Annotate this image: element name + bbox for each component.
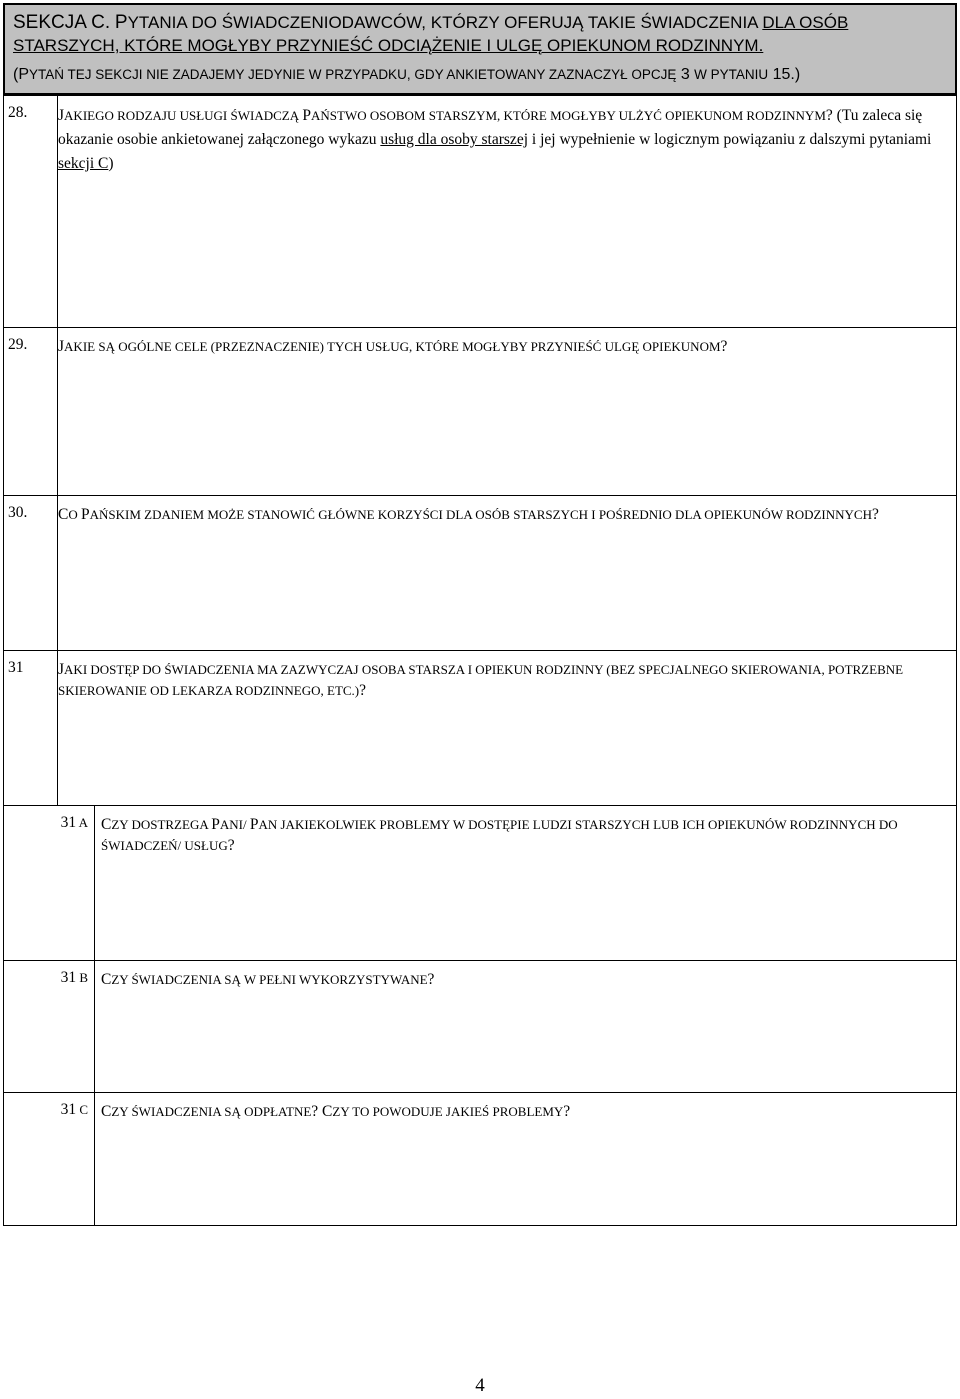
question-text: CZY ŚWIADCZENIA SĄ ODPŁATNE? CZY TO POWODUJE JAKIEŚ PROBLEMY? [101,1103,571,1120]
section-header [3,3,957,95]
subquestion-number: 31 A [4,806,95,961]
subquestion-row [4,961,957,1093]
page-number: 4 [475,1375,485,1396]
question-30-answer-area[interactable] [58,496,957,651]
question-28-answer-area[interactable] [58,96,957,328]
subquestion-number: 31 B [4,961,95,1093]
question-31a-answer-area[interactable] [95,806,957,961]
question-number: 31 [4,651,58,806]
subquestion-row [4,806,957,961]
question-row [4,328,957,496]
question-text: JAKIE SĄ OGÓLNE CELE (PRZEZNACZENIE) TYCH USŁUG, KTÓRE MOGŁYBY PRZYNIEŚĆ ULGĘ OPIEKUNOM? [58,338,728,355]
question-instruction: (Tu zaleca się okazanie osobie ankietowanej załączonego wykazu usług dla osoby starszej i jej wypełnienie w logicznym powiązaniu z dalszymi pytaniami sekcji C) [58,107,932,172]
question-text: JAKI DOSTĘP DO ŚWIADCZENIA MA ZAZWYCZAJ OSOBA STARSZA I OPIEKUN RODZINNY (BEZ SPECJALNEGO SKIEROWANIA, POTRZEBNE SKIEROWANIE OD LEKARZA RODZINNEGO, ETC.)? [58,661,904,699]
section-title-underlined: DLA OSÓB STARSZYCH, KTÓRE MOGŁYBY PRZYNIEŚĆ ODCIĄŻENIE I ULGĘ OPIEKUNOM RODZINNYM. [13,13,849,55]
question-number: 30. [4,496,58,651]
questions-table [3,95,957,806]
question-text: JAKIEGO RODZAJU USŁUGI ŚWIADCZĄ PAŃSTWO OSOBOM STARSZYM, KTÓRE MOGŁYBY ULŻYĆ OPIEKUNOM RODZINNYM? (Tu zaleca się okazanie osobie ankietowanej załączonego wykazu usług dla osoby starszej i jej wypełnienie w logicznym powiązaniu z dalszymi pytaniami sekcji C) [58,107,932,172]
question-text: CO PAŃSKIM ZDANIEM MOŻE STANOWIĆ GŁÓWNE KORZYŚCI DLA OSÓB STARSZYCH I POŚREDNIO DLA OPIEKUNÓW RODZINNYCH? [58,506,879,523]
subquestion-row [4,1093,957,1226]
question-29-answer-area[interactable] [58,328,957,496]
subquestions-table [3,805,957,1226]
question-31-answer-area[interactable] [58,651,957,806]
question-text: CZY ŚWIADCZENIA SĄ W PEŁNI WYKORZYSTYWANE? [101,971,435,988]
question-31c-answer-area[interactable] [95,1093,957,1226]
subquestion-number: 31 C [4,1093,95,1226]
question-number: 29. [4,328,58,496]
questionnaire-page [3,3,957,1226]
question-row [4,96,957,328]
section-title: SEKCJA C. PYTANIA DO ŚWIADCZENIODAWCÓW, KTÓRZY OFERUJĄ TAKIE ŚWIADCZENIA DLA OSÓB STARSZYCH, KTÓRE MOGŁYBY PRZYNIEŚĆ ODCIĄŻENIE I ULGĘ OPIEKUNOM RODZINNYM. [13,12,849,55]
section-note: (PYTAŃ TEJ SEKCJI NIE ZADAJEMY JEDYNIE W PRZYPADKU, GDY ANKIETOWANY ZAZNACZYŁ OPCJĘ 3 W PYTANIU 15.) [13,66,801,83]
section-label: SEKCJA C. [13,12,111,33]
question-row [4,651,957,806]
question-text: CZY DOSTRZEGA PANI/ PAN JAKIEKOLWIEK PROBLEMY W DOSTĘPIE LUDZI STARSZYCH LUB ICH OPIEKUNÓW RODZINNYCH DO ŚWIADCZEŃ/ USŁUG? [101,816,898,854]
question-31b-answer-area[interactable] [95,961,957,1093]
question-number: 28. [4,96,58,328]
question-row [4,496,957,651]
